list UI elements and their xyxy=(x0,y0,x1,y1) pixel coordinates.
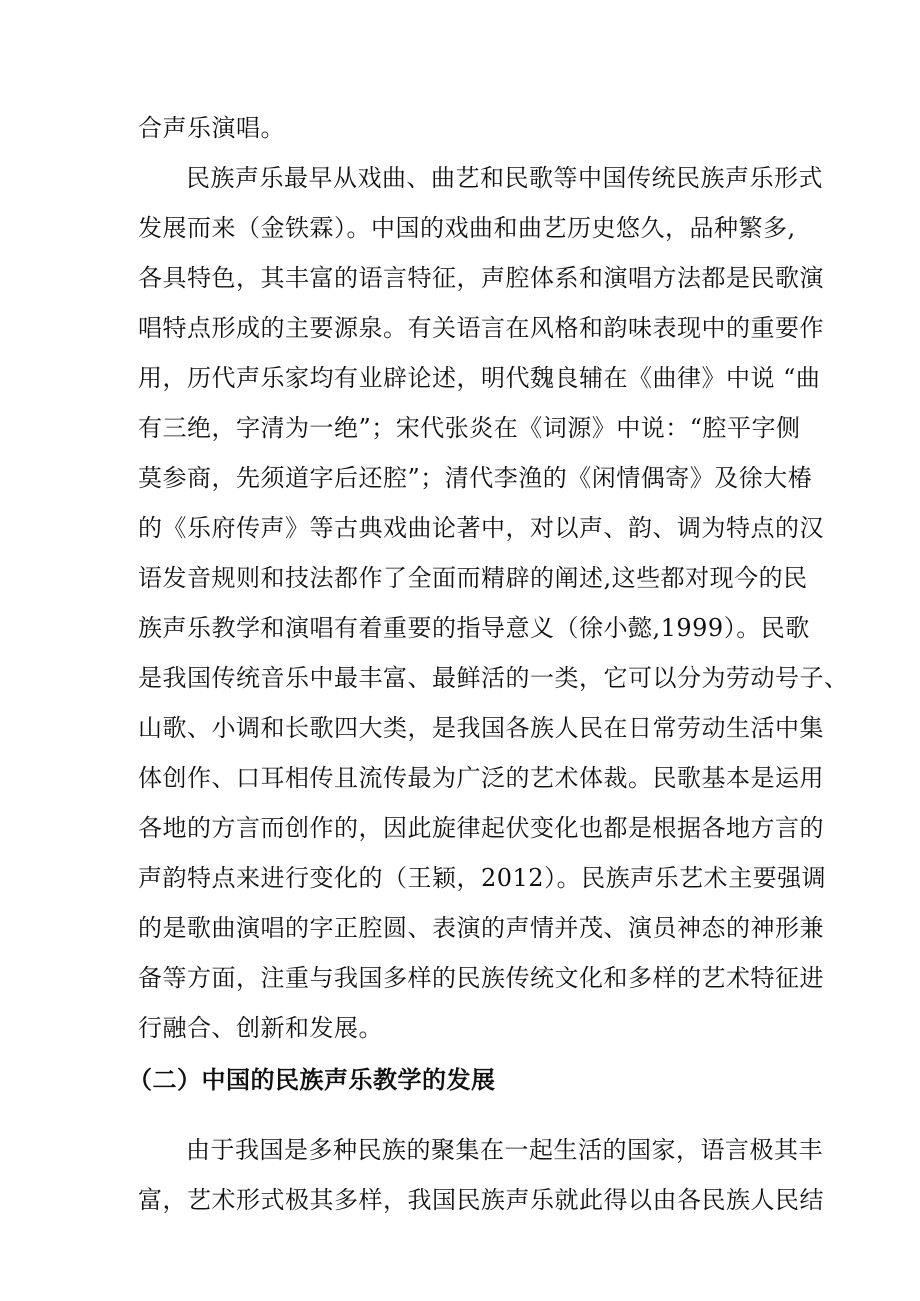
paragraph-2-line: 语发音规则和技法都作了全面而精辟的阐述,这些都对现今的民 xyxy=(138,564,808,592)
paragraph-3-line: 由于我国是多种民族的聚集在一起生活的国家，语言极其丰 xyxy=(186,1136,823,1164)
paragraph-2-line: 各地的方言而创作的，因此旋律起伏变化也都是根据各地方言的 xyxy=(138,814,824,842)
paragraph-3-line: 富，艺术形式极其多样，我国民族声乐就此得以由各民族人民结 xyxy=(138,1186,824,1214)
paragraph-2-line: 山歌、小调和长歌四大类，是我国各族人民在日常劳动生活中集 xyxy=(138,714,824,742)
paragraph-1-end: 合声乐演唱。 xyxy=(138,114,285,142)
paragraph-2-line: 唱特点形成的主要源泉。有关语言在风格和韵味表现中的重要作 xyxy=(138,314,824,342)
paragraph-2-line: 发展而来（金铁霖）。中国的戏曲和曲艺历史悠久，品种繁多, xyxy=(138,214,796,242)
paragraph-2-line: 有三绝，字清为一绝”；宋代张炎在《词源》中说：“腔平字侧 xyxy=(138,414,801,442)
paragraph-2-line: 体创作、口耳相传且流传最为广泛的艺术体裁。民歌基本是运用 xyxy=(138,764,824,792)
paragraph-2-line: 备等方面，注重与我国多样的民族传统文化和多样的艺术特征进 xyxy=(138,964,824,992)
paragraph-2-line: 的《乐府传声》等古典戏曲论著中，对以声、韵、调为特点的汉 xyxy=(138,514,824,542)
paragraph-2-line: 的是歌曲演唱的字正腔圆、表演的声情并茂、演员神态的神形兼 xyxy=(138,914,824,942)
paragraph-2-line: 族声乐教学和演唱有着重要的指导意义（徐小懿,1999）。民歌 xyxy=(138,614,810,642)
paragraph-2-line: 莫参商，先须道字后还腔”；清代李渔的《闲情偶寄》及徐大椿 xyxy=(138,464,813,492)
paragraph-2-line: 民族声乐最早从戏曲、曲艺和民歌等中国传统民族声乐形式 xyxy=(186,164,823,192)
paragraph-2-line: 声韵特点来进行变化的（王颖，2012）。民族声乐艺术主要强调 xyxy=(138,864,827,892)
paragraph-2-line: 各具特色，其丰富的语言特征，声腔体系和演唱方法都是民歌演 xyxy=(138,264,824,292)
paragraph-2-line: 是我国传统音乐中最丰富、最鲜活的一类，它可以分为劳动号子、 xyxy=(138,664,849,692)
section-heading: （二）中国的民族声乐教学的发展 xyxy=(128,1066,496,1094)
paragraph-2-line: 用，历代声乐家均有业辟论述，明代魏良辅在《曲律》中说 “曲 xyxy=(138,364,821,392)
paragraph-2-line: 行融合、创新和发展。 xyxy=(138,1014,383,1042)
